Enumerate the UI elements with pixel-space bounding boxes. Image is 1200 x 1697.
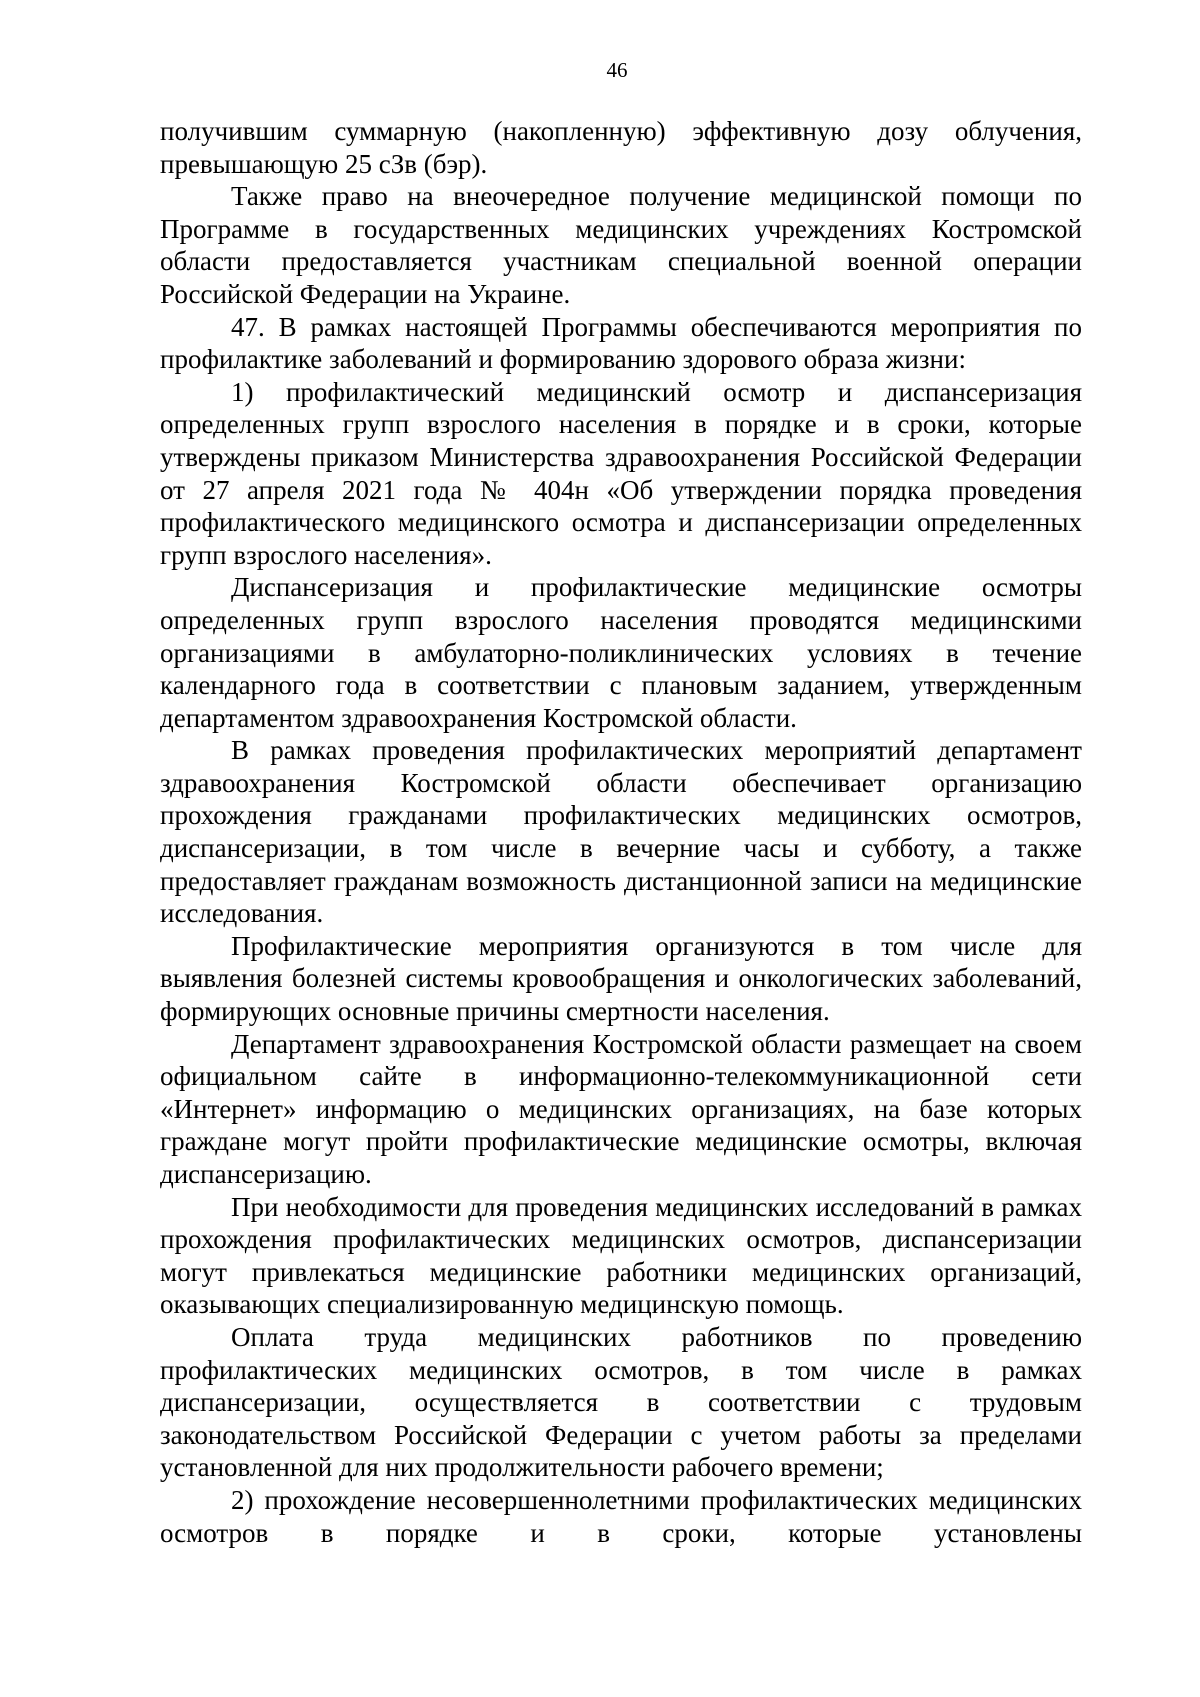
paragraph-item-47: 47. В рамках настоящей Программы обеспечиваются мероприятия по профилактике заболеваний и формированию здорового образа жизни: (160, 311, 1082, 375)
page-number: 46 (606, 58, 628, 82)
paragraph-subitem-2: 2) прохождение несовершеннолетними профилактических медицинских осмотров в порядке и в сроки, которые установлены (160, 1484, 1082, 1548)
document-body (160, 115, 1082, 1549)
paragraph-labor-payment: Оплата труда медицинских работников по проведению профилактических медицинских осмотров, в том числе в рамках диспансеризации, осуществляется в соответствии с трудовым законодательством Российской Федерации с учетом работы за пределами установленной для них продолжительности рабочего времени; (160, 1321, 1082, 1483)
paragraph-dispensary-exams: Диспансеризация и профилактические медицинские осмотры определенных групп взрослого населения проводятся медицинскими организациями в амбулаторно-поликлинических условиях в течение календарного года в соответствии с плановым заданием, утвержденным департаментом здравоохранения Костромской области. (160, 572, 1082, 733)
paragraph-prevention-measures: В рамках проведения профилактических мероприятий департамент здравоохранения Костромской области обеспечивает организацию прохождения гражданами профилактических медицинских осмотров, диспансеризации, в том числе в вечерние часы и субботу, а также предоставляет гражданам возможность дистанционной записи на медицинские исследования. (160, 735, 1082, 929)
paragraph-disease-detection: Профилактические мероприятия организуются в том числе для выявления болезней системы кровообращения и онкологических заболеваний, формирующих основные причины смертности населения. (160, 930, 1082, 1027)
paragraph-department-website: Департамент здравоохранения Костромской области размещает на своем официальном сайте в информационно-телекоммуникационной сети «Интернет» информацию о медицинских организациях, на базе которых граждане могут пройти профилактические медицинские осмотры, включая диспансеризацию. (160, 1028, 1082, 1189)
paragraph-svo-participants: Также право на внеочередное получение медицинской помощи по Программе в государственных медицинских учреждениях Костромской области предоставляется участникам специальной военной операции Российской Федерации на Украине. (160, 181, 1082, 309)
paragraph-continuation-dose: получившим суммарную (накопленную) эффективную дозу облучения, превышающую 25 сЗв (бэр). (160, 116, 1082, 179)
paragraph-subitem-1: 1) профилактический медицинский осмотр и диспансеризация определенных групп взрослого населения в порядке и в сроки, которые утверждены приказом Министерства здравоохранения Российской Федерации от 27 апреля 2021 года № 404н «Об утверждении порядка проведения профилактического медицинского осмотра и диспансеризации определенных групп взрослого населения». (160, 376, 1082, 570)
paragraph-specialists-involvement: При необходимости для проведения медицинских исследований в рамках прохождения профилактических медицинских осмотров, диспансеризации могут привлекаться медицинские работники медицинских организаций, оказывающих специализированную медицинскую помощь. (160, 1191, 1082, 1320)
